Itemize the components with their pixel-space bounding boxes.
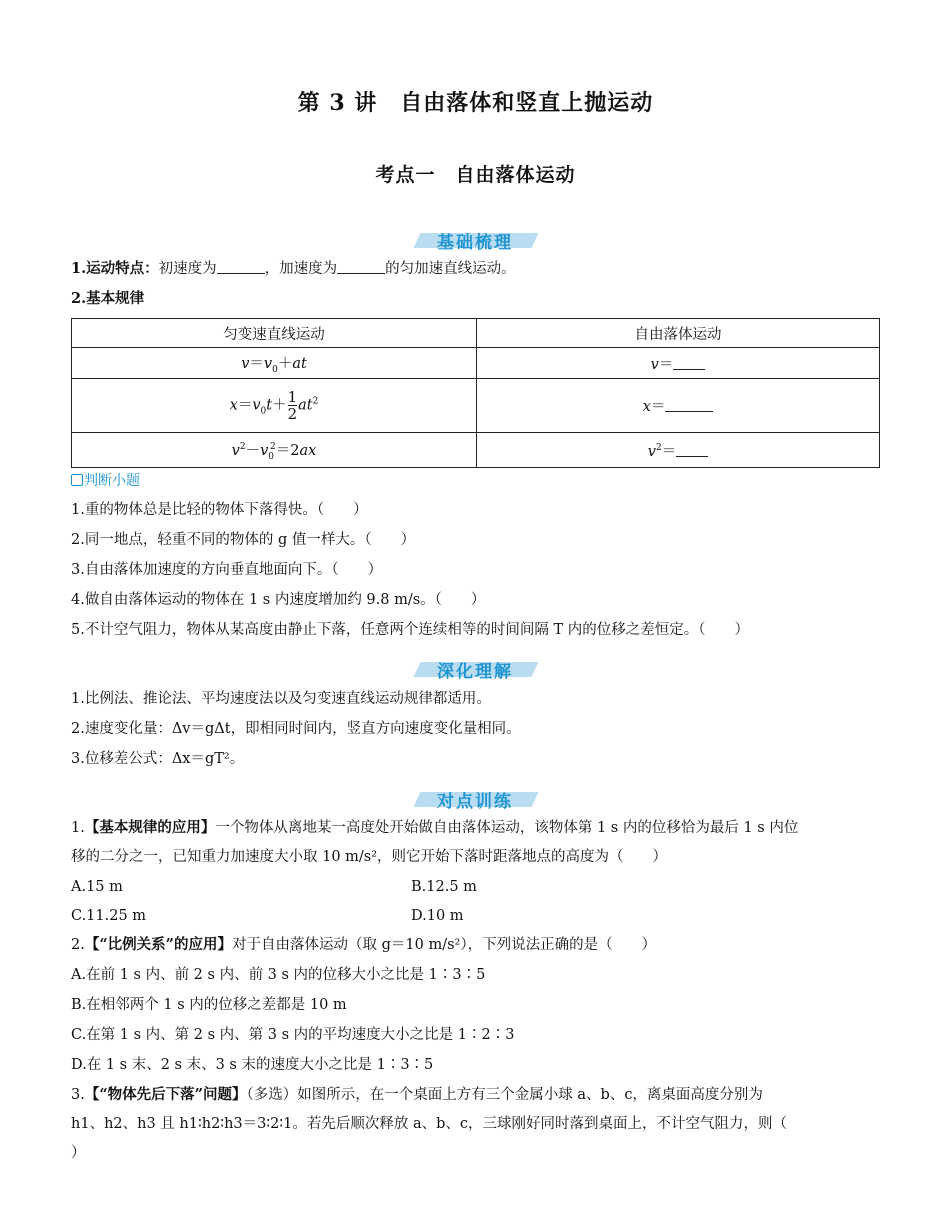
option-B: B.12.5 m [411,879,477,895]
basics-item-1: 1.运动特点：初速度为 ，加速度为 的匀加速直线运动。 [71,260,516,277]
question-2-line: 2.【“比例关系”的应用】对于自由落体运动（取 g＝10 m/s²），下列说法正确的是（ ） [71,936,657,953]
question-tag: 【“物体先后下落”问题】 [84,1086,247,1103]
deepen-item: 3.位移差公式：Δx＝gT²。 [71,751,245,767]
question-1-line: 移的二分之一，已知重力加速度大小取 10 m/s²，则它开始下落时距落地点的高度为（ ） [71,849,668,865]
banner-label: 对点训练 [437,792,513,812]
banner-basics [413,227,537,251]
judge-heading: 判断小题 [71,471,140,491]
table-header-cell: 自由落体运动 [477,319,880,348]
option-A: A.15 m [71,879,123,895]
option-A: A.在前 1 s 内、前 2 s 内、前 3 s 内的位移大小之比是 1∶3∶5 [71,967,486,983]
law-table [71,318,880,468]
deepen-item: 1.比例法、推论法、平均速度法以及匀变速直线运动规律都适用。 [71,691,491,707]
checkbox-icon [71,474,83,486]
table-cell: $v^2=$ [477,433,880,468]
option-C: C.在第 1 s 内、第 2 s 内、第 3 s 内的平均速度大小之比是 1∶2∶3 [71,1027,515,1043]
question-tag: 【基本规律的应用】 [84,819,216,836]
question-3-line: 3.【“物体先后下落”问题】（多选）如图所示，在一个桌面上方有三个金属小球 a、b、c，离桌面高度分别为 [71,1086,763,1103]
option-D: D.10 m [411,908,464,924]
table-header-row [72,319,880,348]
table-row [72,379,880,433]
table-cell: x＝ [477,379,880,433]
fraction-one-half: $\frac{1}{2}$ [287,388,298,423]
judge-item: 3.自由落体加速度的方向垂直地面向下。（ ） [71,562,383,578]
banner-label: 深化理解 [437,662,513,682]
option-D: D.在 1 s 末、2 s 末、3 s 末的速度大小之比是 1∶3∶5 [71,1057,434,1073]
table-cell: $v^2-v_0^2=2ax$ [72,433,477,468]
banner-deepen [413,656,537,680]
judge-item: 5.不计空气阻力，物体从某高度由静止下落，任意两个连续相等的时间间隔 T 内的位移之差恒定。（ ） [71,622,749,638]
banner-training [413,786,537,810]
option-C: C.11.25 m [71,908,147,924]
table-cell: v＝ [477,348,880,379]
question-3-line: h1、h2、h3 且 h1∶h2∶h3＝3∶2∶1。若先后顺次释放 a、b、c，三球刚好同时落到桌面上，不计空气阻力，则（ [71,1116,788,1132]
deepen-item: 2.速度变化量：Δv＝gΔt，即相同时间内，竖直方向速度变化量相同。 [71,721,521,737]
table-cell: $v=v_0+at$ [72,348,477,379]
table-row [72,433,880,468]
fill-blank [337,260,385,274]
table-row [72,348,880,379]
section-title: 考点一 自由落体运动 [375,164,576,186]
banner-label: 基础梳理 [437,233,513,253]
lecture-title: 第 3 讲 自由落体和竖直上抛运动 [297,90,654,116]
question-3-line: ） [71,1145,86,1161]
judge-item: 2.同一地点，轻重不同的物体的 g 值一样大。（ ） [71,532,416,548]
judge-item: 1.重的物体总是比轻的物体下落得快。（ ） [71,502,368,518]
judge-item: 4.做自由落体运动的物体在 1 s 内速度增加约 9.8 m/s。（ ） [71,592,486,608]
question-1-line: 1.【基本规律的应用】一个物体从离地某一高度处开始做自由落体运动，该物体第 1 s 内的位移恰为最后 1 s 内位 [71,819,799,836]
question-tag: 【“比例关系”的应用】 [84,936,233,953]
table-cell: $x=v_0t+$ $\frac{1}{2}$ $at^2$ [72,379,477,433]
table-header-cell: 匀变速直线运动 [72,319,477,348]
option-B: B.在相邻两个 1 s 内的位移之差都是 10 m [71,997,347,1013]
basics-item-2: 2.基本规律 [71,290,145,307]
fill-blank [217,260,265,274]
